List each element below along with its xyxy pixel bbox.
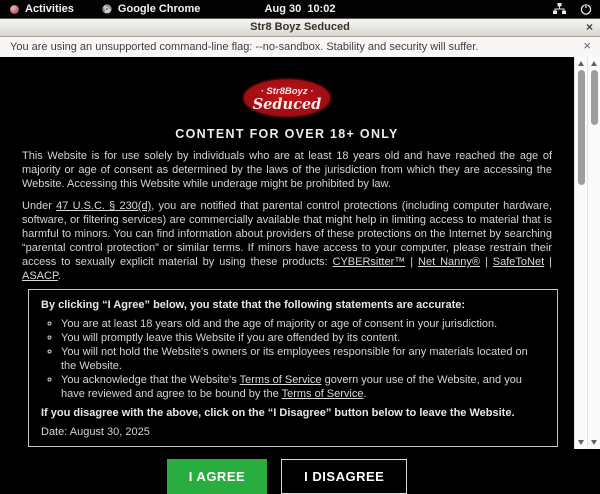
list-item: ◦ You are at least 18 years old and the age of majority or age of consent in your jurisdiction. [61,317,545,331]
asacp-link[interactable]: ASACP [22,270,58,282]
window-close-icon[interactable]: × [585,20,593,34]
activities-button[interactable] [10,3,74,15]
scrollbar-thumb[interactable] [578,70,585,185]
site-logo-icon [241,77,333,119]
parental-control-paragraph [22,199,552,283]
separator: | [544,256,552,268]
network-icon[interactable] [553,3,566,15]
frame-scrollbar[interactable] [574,57,587,449]
agreement-list [41,317,545,401]
scrollbar-thumb[interactable] [591,70,598,125]
app-menu-label: Google Chrome [117,3,201,15]
usc-230d-link[interactable]: 47 U.S.C. § 230(d) [56,200,152,212]
bullet4-end: . [363,388,367,400]
scroll-up-icon[interactable] [591,61,597,66]
list-item [61,373,545,401]
page-title: CONTENT FOR OVER 18+ ONLY [175,127,399,141]
browser-viewport [0,57,600,484]
svg-text:Seduced: Seduced [252,96,322,113]
app-menu-google-chrome[interactable] [102,3,201,15]
scroll-down-icon[interactable] [591,440,597,445]
window-titlebar[interactable] [0,18,600,37]
window-scrollbar[interactable] [587,57,600,449]
i-agree-button[interactable]: I AGREE [167,459,267,494]
infobar-message: You are using an unsupported command-line flag: --no-sandbox. Stability and security will suffer. [10,41,479,53]
disagree-note: If you disagree with the above, click on the “I Disagree” button below to leave the Website. [41,407,515,419]
terms-of-service-link[interactable]: Terms of Service [281,388,364,400]
scroll-up-icon[interactable] [578,61,584,66]
chrome-infobar [0,37,600,57]
power-icon[interactable] [580,3,592,15]
button-row [0,459,574,494]
chrome-icon [102,4,112,14]
clock[interactable]: Aug 30 10:02 [264,3,336,15]
safetonet-link[interactable]: SafeToNet [492,256,545,268]
infobar-close-icon[interactable]: × [583,38,591,53]
paragraph2-pre: Under [22,200,57,212]
gnome-top-bar [0,0,600,18]
paragraph2-end: . [57,270,61,282]
agreement-intro: By clicking “I Agree” below, you state that the following statements are accurate: [41,299,466,311]
activities-label: Activities [25,3,74,15]
i-disagree-button[interactable]: I DISAGREE [281,459,407,494]
cybersitter-link[interactable]: CYBERsitter™ [332,256,406,268]
agreement-date: Date: August 30, 2025 [41,426,150,438]
netnanny-link[interactable]: Net Nanny® [418,256,481,268]
bullet4-mid: govern your use of the Website, and you have reviewed and agree to be bound by the [61,374,522,400]
bullet4-pre: You acknowledge that the Website's [61,374,240,386]
site-logo [0,57,574,124]
agreement-box [28,289,558,447]
age-verification-page [0,57,574,484]
paragraph2-mid: , you are notified that parental control protections (including computer hardware, software, or filtering services) are commercially available that might help in limiting access to material that is harmful to minors. You can find information about providers of these protections on the Internet by searching “parental control protection” or similar terms. If minors have access to your computer, please restrain their access to sexually explicit material by using these products: [22,200,552,268]
terms-of-service-link[interactable]: Terms of Service [239,374,322,386]
scroll-down-icon[interactable] [578,440,584,445]
intro-paragraph: This Website is for use solely by individuals who are at least 18 years old and have reached the age of majority or age of consent as determined by the laws of the jurisdiction from which they are accessing the Website. Accessing this Website while underage might be prohibited by law. [22,150,552,190]
list-item: ◦ You will promptly leave this Website if you are offended by its content. [61,331,545,345]
separator: | [405,256,419,268]
distro-logo-icon [10,5,19,14]
separator: | [480,256,493,268]
window-title: Str8 Boyz Seduced [250,21,350,33]
svg-text:· Str8Boyz ·: · Str8Boyz · [260,86,314,97]
list-item: ◦ You will not hold the Website's owners or its employees responsible for any materials located on the Website. [61,345,545,373]
